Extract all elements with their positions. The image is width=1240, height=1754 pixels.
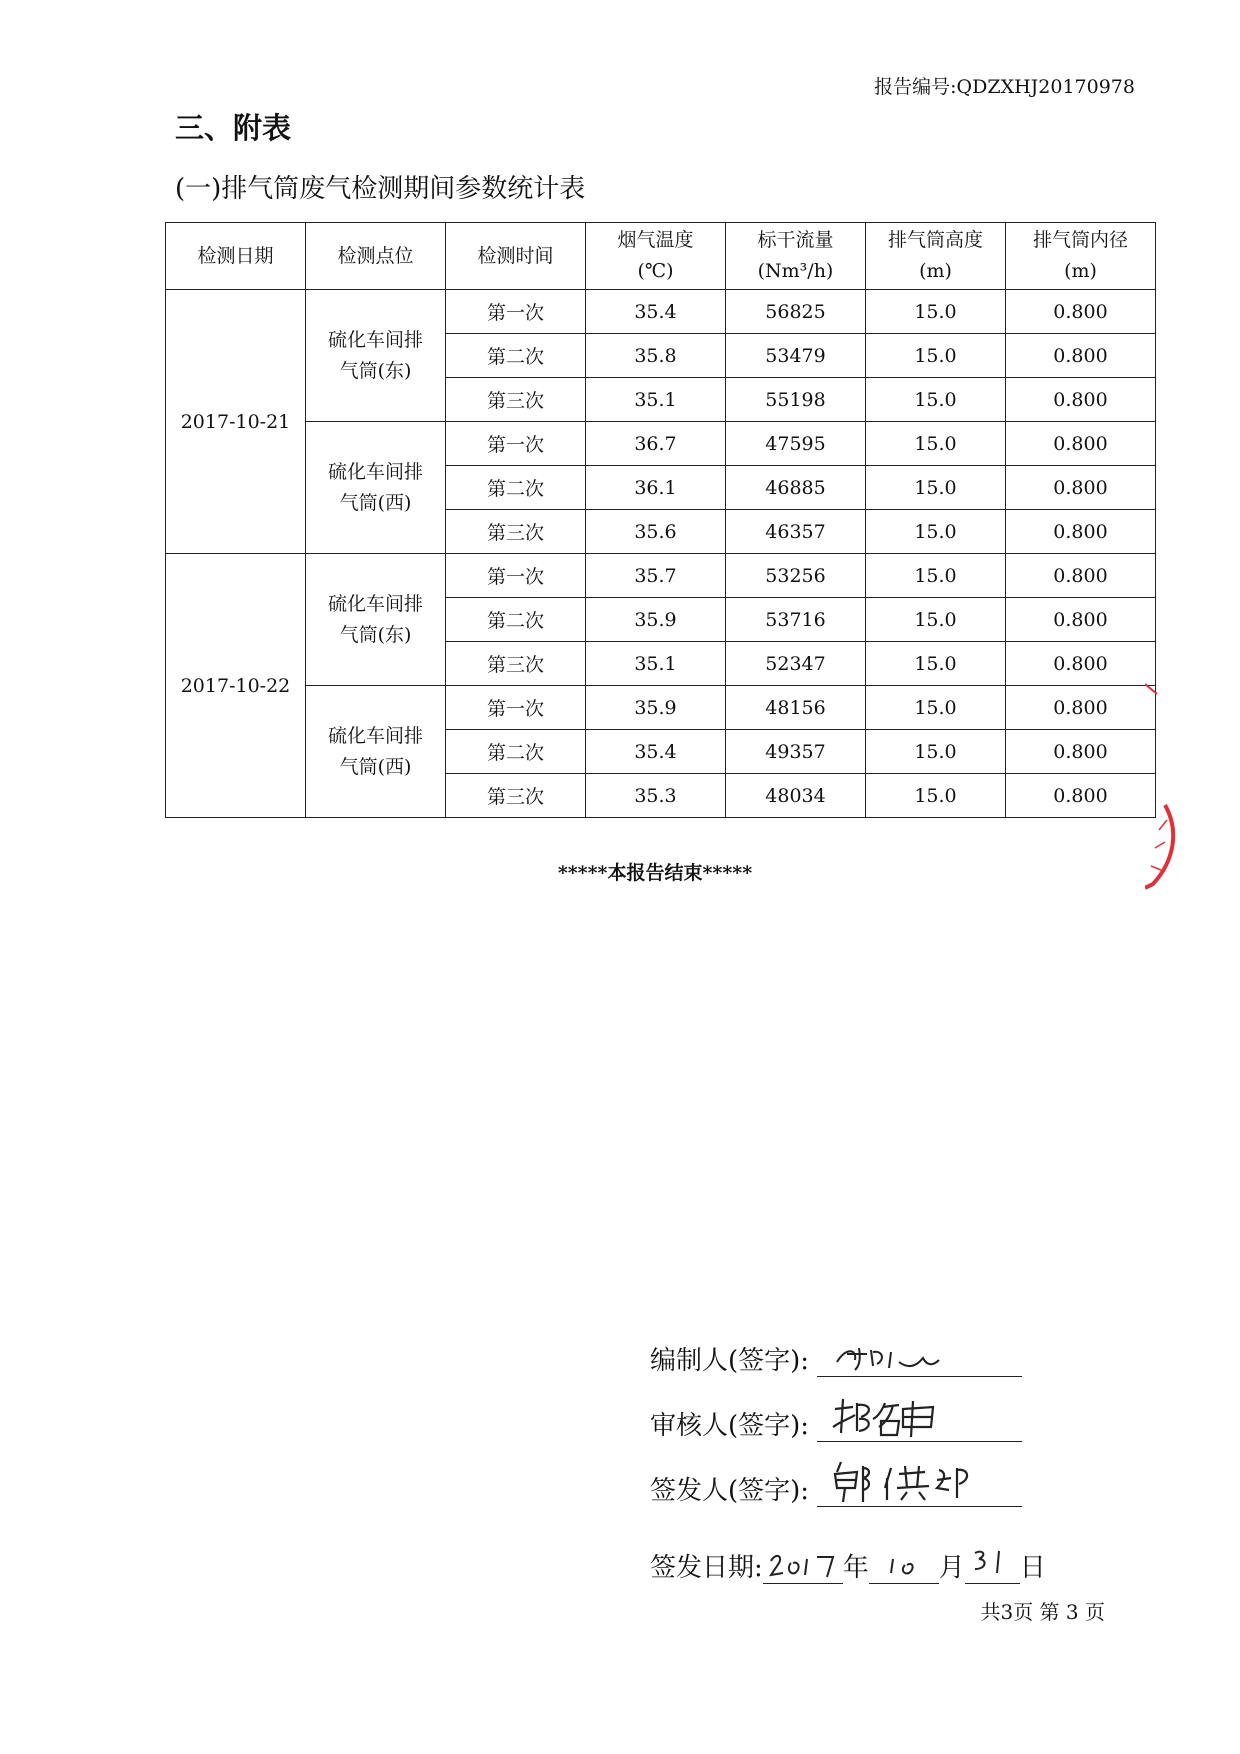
cell-time: 第一次 <box>446 290 586 334</box>
cell-diameter: 0.800 <box>1006 554 1156 598</box>
point-line2: 气筒(东) <box>339 623 412 646</box>
header-date: 检测日期 <box>166 223 306 290</box>
cell-temp: 35.9 <box>586 686 726 730</box>
cell-height: 15.0 <box>866 554 1006 598</box>
cell-height: 15.0 <box>866 598 1006 642</box>
cell-point <box>306 686 446 818</box>
cell-time: 第二次 <box>446 598 586 642</box>
report-number: 报告编号:QDZXHJ20170978 <box>874 76 1135 98</box>
cell-height: 15.0 <box>866 774 1006 818</box>
point-line1: 硫化车间排 <box>327 724 423 747</box>
cell-height: 15.0 <box>866 334 1006 378</box>
reviewer-label: 审核人(签字): <box>650 1411 810 1441</box>
cell-time: 第一次 <box>446 686 586 730</box>
reviewer-signature <box>827 1393 977 1443</box>
table-header-row <box>166 223 1156 290</box>
reviewer-signature-row <box>650 1405 1022 1442</box>
cell-point <box>306 554 446 686</box>
cell-temp: 35.6 <box>586 510 726 554</box>
compiler-signature-line <box>817 1342 1022 1377</box>
cell-flow: 53716 <box>726 598 866 642</box>
cell-flow: 48156 <box>726 686 866 730</box>
issuer-signature-row <box>650 1470 1022 1507</box>
cell-height: 15.0 <box>866 686 1006 730</box>
cell-diameter: 0.800 <box>1006 334 1156 378</box>
cell-time: 第二次 <box>446 466 586 510</box>
table-row <box>166 290 1156 334</box>
issue-month-unit: 月 <box>938 1553 965 1583</box>
cell-date: 2017-10-21 <box>166 290 306 554</box>
cell-height: 15.0 <box>866 290 1006 334</box>
cell-point <box>306 422 446 554</box>
header-flow: 标干流量 (Nm³/h) <box>726 223 866 290</box>
cell-temp: 35.8 <box>586 334 726 378</box>
point-line1: 硫化车间排 <box>327 592 423 615</box>
issue-day-handwriting <box>967 1543 1022 1581</box>
partial-red-stamp <box>1145 670 1205 900</box>
table-row <box>166 686 1156 730</box>
cell-height: 15.0 <box>866 730 1006 774</box>
cell-height: 15.0 <box>866 378 1006 422</box>
cell-time: 第三次 <box>446 510 586 554</box>
parameter-table <box>165 222 1156 818</box>
table-row <box>166 554 1156 598</box>
cell-time: 第三次 <box>446 378 586 422</box>
cell-flow: 46885 <box>726 466 866 510</box>
cell-flow: 48034 <box>726 774 866 818</box>
cell-flow: 46357 <box>726 510 866 554</box>
cell-flow: 49357 <box>726 730 866 774</box>
page-info: 共3页 第 3 页 <box>980 1600 1105 1624</box>
issue-month-field <box>869 1549 939 1584</box>
cell-diameter: 0.800 <box>1006 686 1156 730</box>
cell-flow: 55198 <box>726 378 866 422</box>
header-stack-diameter: 排气筒内径 (m) <box>1006 223 1156 290</box>
report-end-mark: *****本报告结束***** <box>557 862 753 884</box>
cell-diameter: 0.800 <box>1006 510 1156 554</box>
section-title: 三、附表 <box>175 111 292 145</box>
cell-diameter: 0.800 <box>1006 378 1156 422</box>
cell-flow: 52347 <box>726 642 866 686</box>
cell-diameter: 0.800 <box>1006 422 1156 466</box>
cell-flow: 53256 <box>726 554 866 598</box>
cell-diameter: 0.800 <box>1006 290 1156 334</box>
cell-date: 2017-10-22 <box>166 554 306 818</box>
header-temperature: 烟气温度 (℃) <box>586 223 726 290</box>
cell-height: 15.0 <box>866 422 1006 466</box>
issue-month-handwriting <box>877 1547 947 1581</box>
cell-time: 第一次 <box>446 422 586 466</box>
cell-time: 第一次 <box>446 554 586 598</box>
issuer-signature-line <box>817 1472 1022 1507</box>
issue-year-handwriting <box>765 1547 845 1581</box>
compiler-signature <box>827 1340 967 1374</box>
issuer-label: 签发人(签字): <box>650 1476 810 1506</box>
cell-height: 15.0 <box>866 510 1006 554</box>
cell-height: 15.0 <box>866 642 1006 686</box>
issuer-signature <box>827 1458 987 1508</box>
cell-diameter: 0.800 <box>1006 774 1156 818</box>
issue-date-label: 签发日期: <box>650 1553 763 1583</box>
issue-year-field <box>763 1549 843 1584</box>
cell-time: 第三次 <box>446 774 586 818</box>
cell-temp: 35.7 <box>586 554 726 598</box>
compiler-label: 编制人(签字): <box>650 1346 810 1376</box>
cell-height: 15.0 <box>866 466 1006 510</box>
cell-point <box>306 290 446 422</box>
cell-temp: 35.4 <box>586 730 726 774</box>
cell-time: 第二次 <box>446 334 586 378</box>
table-row <box>166 422 1156 466</box>
issue-day-field <box>965 1549 1020 1584</box>
cell-diameter: 0.800 <box>1006 642 1156 686</box>
cell-flow: 56825 <box>726 290 866 334</box>
reviewer-signature-line <box>817 1407 1022 1442</box>
header-time: 检测时间 <box>446 223 586 290</box>
issue-day-unit: 日 <box>1019 1553 1046 1583</box>
compiler-signature-row <box>650 1340 1022 1377</box>
cell-flow: 47595 <box>726 422 866 466</box>
cell-temp: 35.1 <box>586 642 726 686</box>
cell-flow: 53479 <box>726 334 866 378</box>
cell-temp: 35.3 <box>586 774 726 818</box>
cell-temp: 35.1 <box>586 378 726 422</box>
cell-temp: 36.1 <box>586 466 726 510</box>
issue-date-row <box>650 1547 1046 1584</box>
header-point: 检测点位 <box>306 223 446 290</box>
cell-time: 第三次 <box>446 642 586 686</box>
cell-diameter: 0.800 <box>1006 730 1156 774</box>
cell-diameter: 0.800 <box>1006 598 1156 642</box>
cell-temp: 36.7 <box>586 422 726 466</box>
header-stack-height: 排气筒高度 (m) <box>866 223 1006 290</box>
point-line1: 硫化车间排 <box>327 460 423 483</box>
point-line1: 硫化车间排 <box>327 328 423 351</box>
point-line2: 气筒(西) <box>339 755 412 778</box>
cell-diameter: 0.800 <box>1006 466 1156 510</box>
table-title: (一)排气筒废气检测期间参数统计表 <box>175 174 586 204</box>
point-line2: 气筒(东) <box>339 359 412 382</box>
point-line2: 气筒(西) <box>339 491 412 514</box>
issue-year-unit: 年 <box>842 1553 869 1583</box>
cell-time: 第二次 <box>446 730 586 774</box>
cell-temp: 35.4 <box>586 290 726 334</box>
cell-temp: 35.9 <box>586 598 726 642</box>
